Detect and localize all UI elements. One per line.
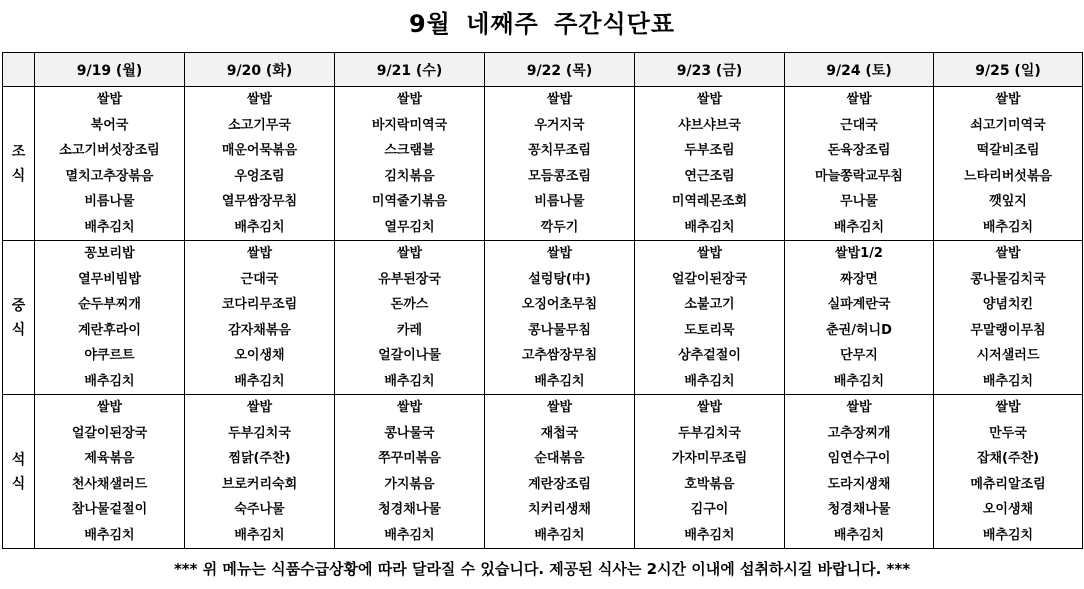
menu-item: 소불고기 — [684, 297, 735, 312]
menu-item: 배추김치 — [982, 219, 1034, 235]
day-header: 9/24 (토) — [785, 53, 934, 87]
day-header: 9/25 (일) — [934, 53, 1083, 87]
menu-cell — [35, 87, 185, 241]
menu-cell — [485, 87, 635, 241]
meal-row-breakfast — [3, 87, 1083, 241]
menu-item: 청경채나물 — [378, 502, 441, 517]
menu-item: 비름나물 — [84, 194, 135, 209]
menu-item: 김구이 — [690, 502, 729, 517]
menu-item: 쌀밥 — [96, 400, 123, 415]
menu-item: 모듬콩조림 — [528, 168, 591, 184]
menu-item: 고추장찌개 — [827, 425, 891, 441]
menu-item: 배추김치 — [833, 373, 885, 389]
day-header: 9/19 (월) — [35, 53, 185, 87]
menu-item: 잡채(주찬) — [976, 451, 1040, 466]
menu-item: 메츄리알조림 — [970, 476, 1046, 492]
day-header: 9/20 (화) — [185, 53, 335, 87]
menu-item: 제육볶음 — [84, 451, 135, 466]
menu-item: 배추김치 — [84, 219, 135, 235]
menu-item: 배추김치 — [534, 373, 585, 389]
menu-item: 도토리묵 — [684, 322, 735, 338]
menu-item: 천사채샐러드 — [71, 476, 148, 492]
menu-item: 콩나물국 — [384, 425, 435, 441]
menu-item: 참나물겉절이 — [71, 502, 148, 517]
menu-item: 배추김치 — [234, 527, 285, 543]
menu-item: 배추김치 — [84, 527, 135, 543]
menu-item: 쌀밥 — [396, 92, 423, 107]
menu-item: 고추쌈장무침 — [521, 348, 598, 363]
menu-cell — [335, 241, 485, 395]
menu-cell — [635, 87, 785, 241]
menu-cell — [335, 87, 485, 241]
menu-cell — [785, 87, 934, 241]
menu-item: 감자채볶음 — [228, 322, 291, 338]
menu-item: 코다리무조림 — [221, 297, 298, 312]
menu-item: 북어국 — [90, 117, 129, 133]
menu-cell — [934, 395, 1083, 549]
menu-item: 배추김치 — [684, 373, 735, 389]
menu-item: 카레 — [396, 322, 423, 338]
menu-item: 계란장조림 — [528, 476, 591, 492]
menu-item: 얼갈이된장국 — [671, 271, 748, 287]
menu-item: 춘권/허니D — [826, 322, 892, 338]
meal-label: 석 식 — [3, 395, 35, 549]
menu-item: 쌀밥 — [995, 400, 1021, 415]
menu-cell — [934, 241, 1083, 395]
menu-cell — [785, 395, 934, 549]
menu-item: 근대국 — [840, 117, 878, 133]
menu-cell — [635, 395, 785, 549]
menu-item: 청경채나물 — [827, 502, 891, 517]
menu-item: 열무비빔밥 — [78, 271, 141, 287]
menu-item: 깍두기 — [540, 219, 579, 235]
menu-item: 배추김치 — [982, 373, 1034, 389]
menu-item: 쌀밥 — [696, 400, 723, 415]
menu-item: 쌀밥 — [396, 246, 423, 261]
menu-item: 배추김치 — [234, 373, 285, 389]
menu-item: 무말랭이무침 — [970, 322, 1046, 338]
menu-item: 우엉조림 — [234, 168, 285, 184]
meal-row-dinner — [3, 395, 1083, 549]
menu-item: 배추김치 — [384, 373, 435, 389]
menu-item: 얼갈이된장국 — [71, 425, 148, 441]
menu-item: 오징어초무침 — [521, 297, 598, 312]
menu-cell — [185, 87, 335, 241]
menu-cell — [785, 241, 934, 395]
menu-item: 얼갈이나물 — [378, 348, 441, 363]
menu-item: 열무쌈장무침 — [221, 194, 298, 209]
day-header: 9/22 (목) — [485, 53, 635, 87]
menu-item: 배추김치 — [84, 373, 135, 389]
menu-item: 샤브샤브국 — [678, 117, 741, 133]
menu-item: 배추김치 — [833, 219, 885, 235]
menu-item: 쌀밥 — [246, 92, 273, 107]
menu-item: 돈육장조림 — [827, 143, 891, 158]
menu-item: 우거지국 — [534, 117, 585, 133]
menu-item: 계란후라이 — [78, 322, 141, 338]
menu-item: 쌀밥 — [846, 400, 872, 415]
menu-item: 유부된장국 — [378, 271, 441, 287]
menu-item: 시저샐러드 — [976, 348, 1040, 363]
menu-cell — [485, 241, 635, 395]
menu-item: 두부김치국 — [678, 425, 741, 441]
menu-item: 멸치고추장볶음 — [65, 168, 154, 184]
menu-item: 오이생채 — [234, 348, 285, 363]
menu-item: 돈까스 — [390, 297, 429, 312]
menu-cell — [185, 395, 335, 549]
menu-item: 쌀밥 — [696, 92, 723, 107]
menu-item: 비름나물 — [534, 194, 585, 209]
menu-item: 도라지생채 — [827, 476, 891, 492]
menu-item: 짜장면 — [840, 271, 878, 287]
menu-item: 쇠고기미역국 — [970, 117, 1046, 133]
menu-item: 소고기무국 — [228, 117, 291, 133]
menu-item: 두부김치국 — [228, 425, 291, 441]
menu-cell — [35, 241, 185, 395]
header-row — [3, 53, 1083, 87]
menu-item: 느타리버섯볶음 — [964, 168, 1052, 184]
menu-item: 김치볶음 — [384, 168, 435, 184]
corner-cell — [3, 53, 35, 87]
menu-item: 설렁탕(中) — [528, 271, 591, 287]
menu-item: 치커리생채 — [528, 502, 591, 517]
menu-item: 쌀밥 — [246, 246, 273, 261]
page-title: 9월 네째주 주간식단표 — [408, 10, 676, 38]
menu-item: 가지볶음 — [384, 476, 435, 492]
menu-cell — [335, 395, 485, 549]
menu-item: 쌀밥 — [546, 400, 573, 415]
menu-item: 배추김치 — [982, 527, 1034, 543]
menu-item: 쌀밥 — [546, 246, 573, 261]
menu-item: 가자미무조림 — [671, 451, 748, 466]
menu-item: 상추겉절이 — [678, 348, 741, 363]
menu-item: 쌀밥 — [846, 92, 872, 107]
menu-item: 콩나물김치국 — [970, 271, 1046, 287]
menu-item: 배추김치 — [684, 527, 735, 543]
menu-cell — [35, 395, 185, 549]
menu-cell — [934, 87, 1083, 241]
menu-item: 단무지 — [840, 348, 878, 363]
menu-item: 재첩국 — [540, 425, 579, 441]
menu-item: 배추김치 — [384, 527, 435, 543]
menu-item: 임연수구이 — [827, 451, 891, 466]
menu-item: 바지락미역국 — [371, 117, 448, 133]
footer-notice: *** 위 메뉴는 식품수급상황에 따라 달라질 수 있습니다. 제공된 식사는 2시간 이내에 섭취하시길 바랍니다. *** — [173, 560, 911, 578]
menu-item: 꽁치무조림 — [528, 143, 591, 158]
menu-item: 쌀밥 — [396, 400, 423, 415]
menu-item: 열무김치 — [384, 219, 435, 235]
menu-item: 미역줄기볶음 — [371, 194, 448, 209]
menu-item: 깻잎지 — [989, 194, 1027, 209]
menu-item: 실파계란국 — [827, 297, 891, 312]
menu-item: 근대국 — [240, 271, 279, 287]
menu-item: 매운어묵볶음 — [221, 143, 298, 158]
menu-item: 두부조림 — [684, 143, 735, 158]
menu-item: 쌀밥1/2 — [835, 246, 883, 261]
menu-item: 오이생채 — [982, 502, 1034, 517]
menu-item: 떡갈비조림 — [976, 143, 1040, 158]
menu-item: 만두국 — [989, 425, 1027, 441]
menu-item: 소고기버섯장조림 — [59, 143, 160, 158]
menu-item: 브로커리숙회 — [221, 476, 298, 492]
menu-item: 꽁보리밥 — [84, 246, 135, 261]
day-header: 9/23 (금) — [635, 53, 785, 87]
menu-item: 찜닭(주찬) — [228, 451, 291, 466]
meal-row-lunch — [3, 241, 1083, 395]
menu-item: 숙주나물 — [234, 502, 285, 517]
day-header: 9/21 (수) — [335, 53, 485, 87]
menu-item: 야쿠르트 — [84, 348, 135, 363]
menu-item: 쌀밥 — [546, 92, 573, 107]
menu-item: 배추김치 — [234, 219, 285, 235]
menu-item: 콩나물무침 — [528, 322, 591, 338]
menu-item: 배추김치 — [833, 527, 885, 543]
menu-item: 연근조림 — [684, 168, 735, 184]
menu-cell — [185, 241, 335, 395]
menu-item: 양념치킨 — [982, 297, 1034, 312]
meal-label: 조 식 — [3, 87, 35, 241]
menu-item: 무나물 — [840, 194, 878, 209]
menu-item: 순대볶음 — [534, 451, 585, 466]
menu-item: 쌀밥 — [995, 246, 1021, 261]
menu-item: 쌀밥 — [995, 92, 1021, 107]
menu-item: 호박볶음 — [684, 476, 735, 492]
menu-cell — [635, 241, 785, 395]
menu-item: 미역레몬조회 — [671, 194, 748, 209]
meal-label: 중 식 — [3, 241, 35, 395]
menu-item: 배추김치 — [534, 527, 585, 543]
menu-item: 순두부찌개 — [78, 297, 141, 312]
menu-item: 마늘쫑락교무침 — [815, 168, 903, 184]
menu-item: 쌀밥 — [696, 246, 723, 261]
menu-item: 배추김치 — [684, 219, 735, 235]
menu-item: 쌀밥 — [246, 400, 273, 415]
menu-cell — [485, 395, 635, 549]
menu-item: 스크램블 — [384, 143, 435, 158]
weekly-menu-table — [2, 52, 1083, 549]
menu-item: 쌀밥 — [96, 92, 123, 107]
menu-item: 쭈꾸미볶음 — [378, 451, 441, 466]
